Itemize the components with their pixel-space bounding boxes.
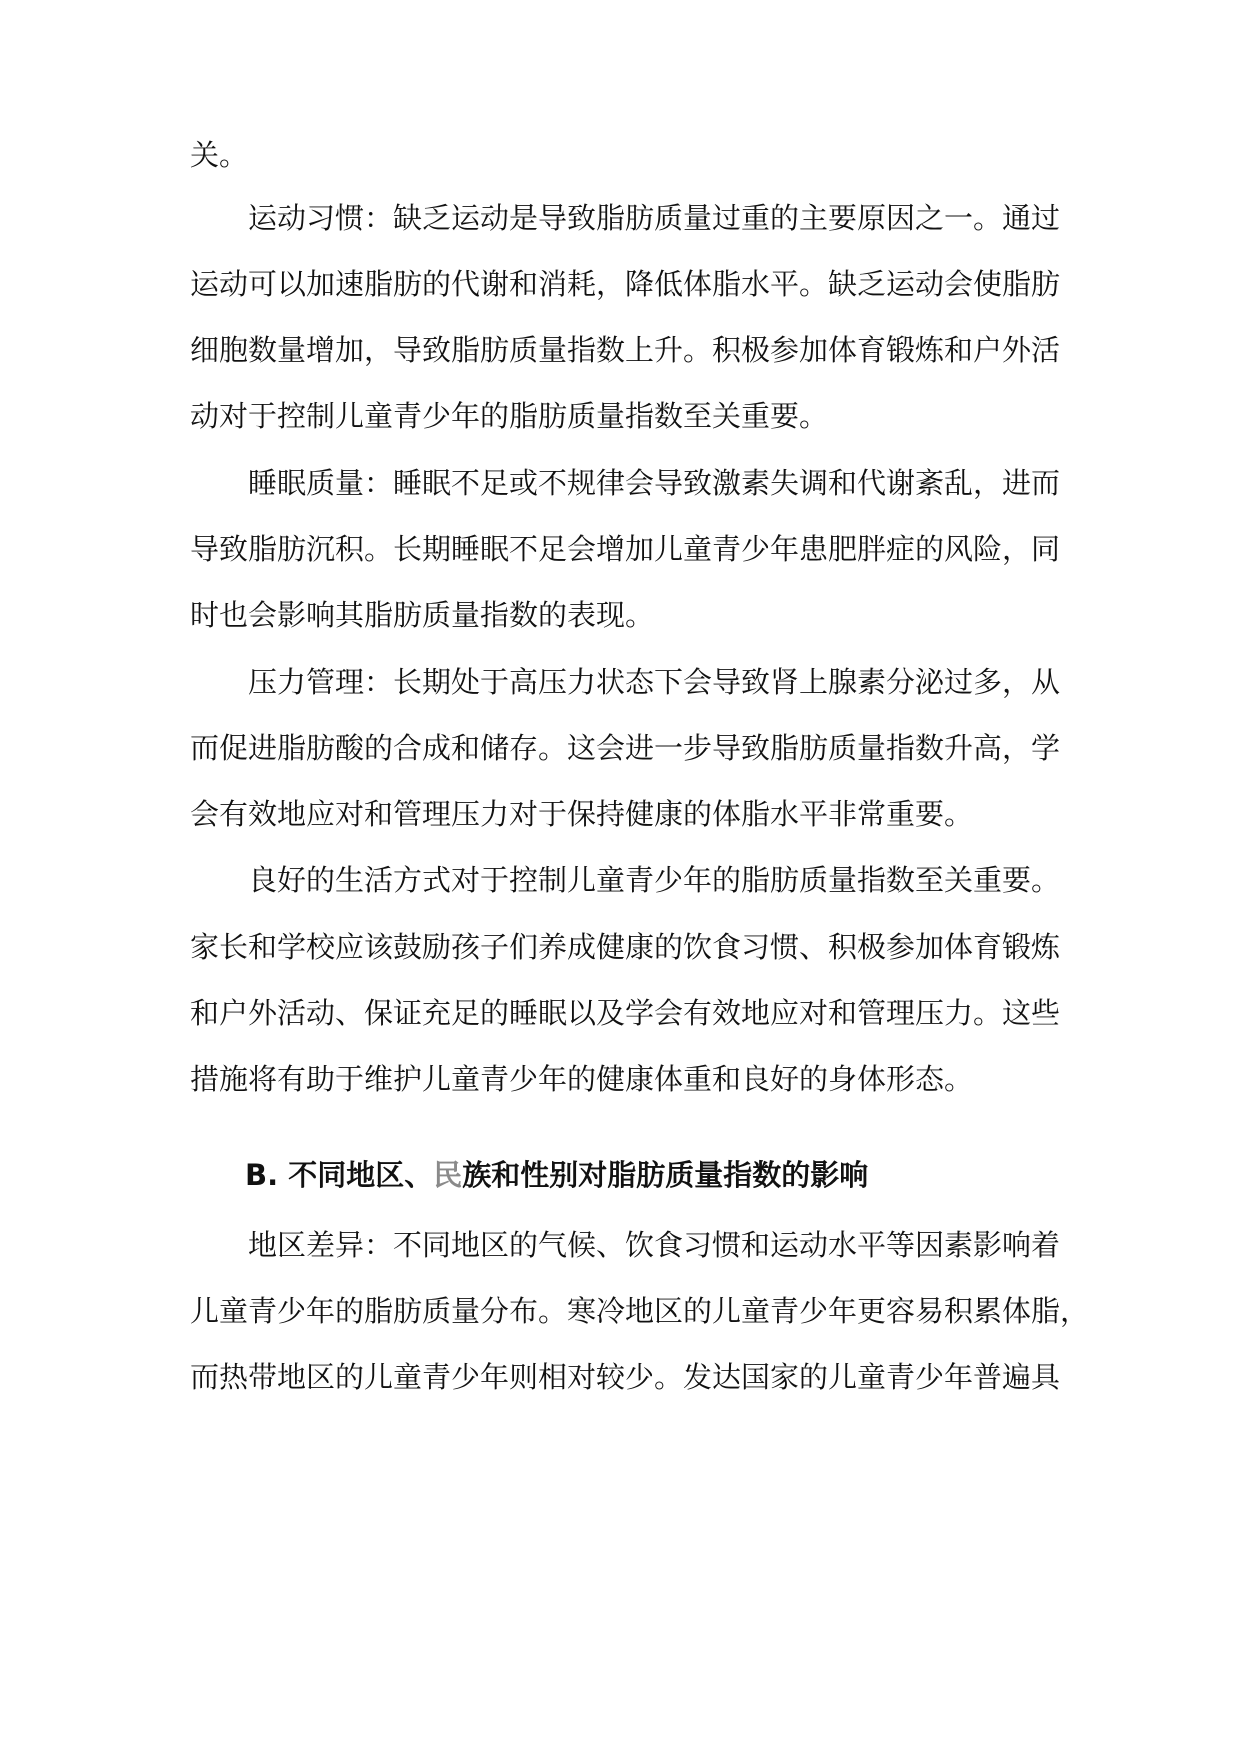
text-line: 儿童青少年的脂肪质量分布。寒冷地区的儿童青少年更容易积累体脂， — [190, 1294, 1090, 1328]
text-line: 良好的生活方式对于控制儿童青少年的脂肪质量指数至关重要。 — [190, 863, 1061, 897]
section-heading — [245, 1160, 868, 1190]
heading-suffix: 族和性别对脂肪质量指数的影响 — [462, 1158, 869, 1192]
text-line: 导致脂肪沉积。长期睡眠不足会增加儿童青少年患肥胖症的风险，同 — [190, 532, 1061, 566]
text-line: 动对于控制儿童青少年的脂肪质量指数至关重要。 — [190, 399, 829, 433]
text-line: 细胞数量增加，导致脂肪质量指数上升。积极参加体育锻炼和户外活 — [190, 333, 1061, 367]
text-line: 睡眠质量：睡眠不足或不规律会导致激素失调和代谢紊乱，进而 — [190, 466, 1061, 500]
text-line: 关。 — [190, 138, 249, 172]
text-line: 家长和学校应该鼓励孩子们养成健康的饮食习惯、积极参加体育锻炼 — [190, 930, 1061, 964]
text-line: 时也会影响其脂肪质量指数的表现。 — [190, 598, 655, 632]
text-line: 而促进脂肪酸的合成和储存。这会进一步导致脂肪质量指数升高，学 — [190, 731, 1061, 765]
text-line: 运动习惯：缺乏运动是导致脂肪质量过重的主要原因之一。通过 — [190, 201, 1061, 235]
text-line: 地区差异：不同地区的气候、饮食习惯和运动水平等因素影响着 — [190, 1228, 1061, 1262]
heading-prefix: B. 不同地区、 — [245, 1158, 434, 1192]
text-line: 会有效地应对和管理压力对于保持健康的体脂水平非常重要。 — [190, 797, 974, 831]
text-line: 运动可以加速脂肪的代谢和消耗，降低体脂水平。缺乏运动会使脂肪 — [190, 267, 1061, 301]
text-line: 而热带地区的儿童青少年则相对较少。发达国家的儿童青少年普遍具 — [190, 1360, 1061, 1394]
text-line: 和户外活动、保证充足的睡眠以及学会有效地应对和管理压力。这些 — [190, 996, 1061, 1030]
text-line: 压力管理：长期处于高压力状态下会导致肾上腺素分泌过多，从 — [190, 665, 1061, 699]
text-line: 措施将有助于维护儿童青少年的健康体重和良好的身体形态。 — [190, 1062, 974, 1096]
heading-muted-char: 民 — [433, 1158, 463, 1192]
